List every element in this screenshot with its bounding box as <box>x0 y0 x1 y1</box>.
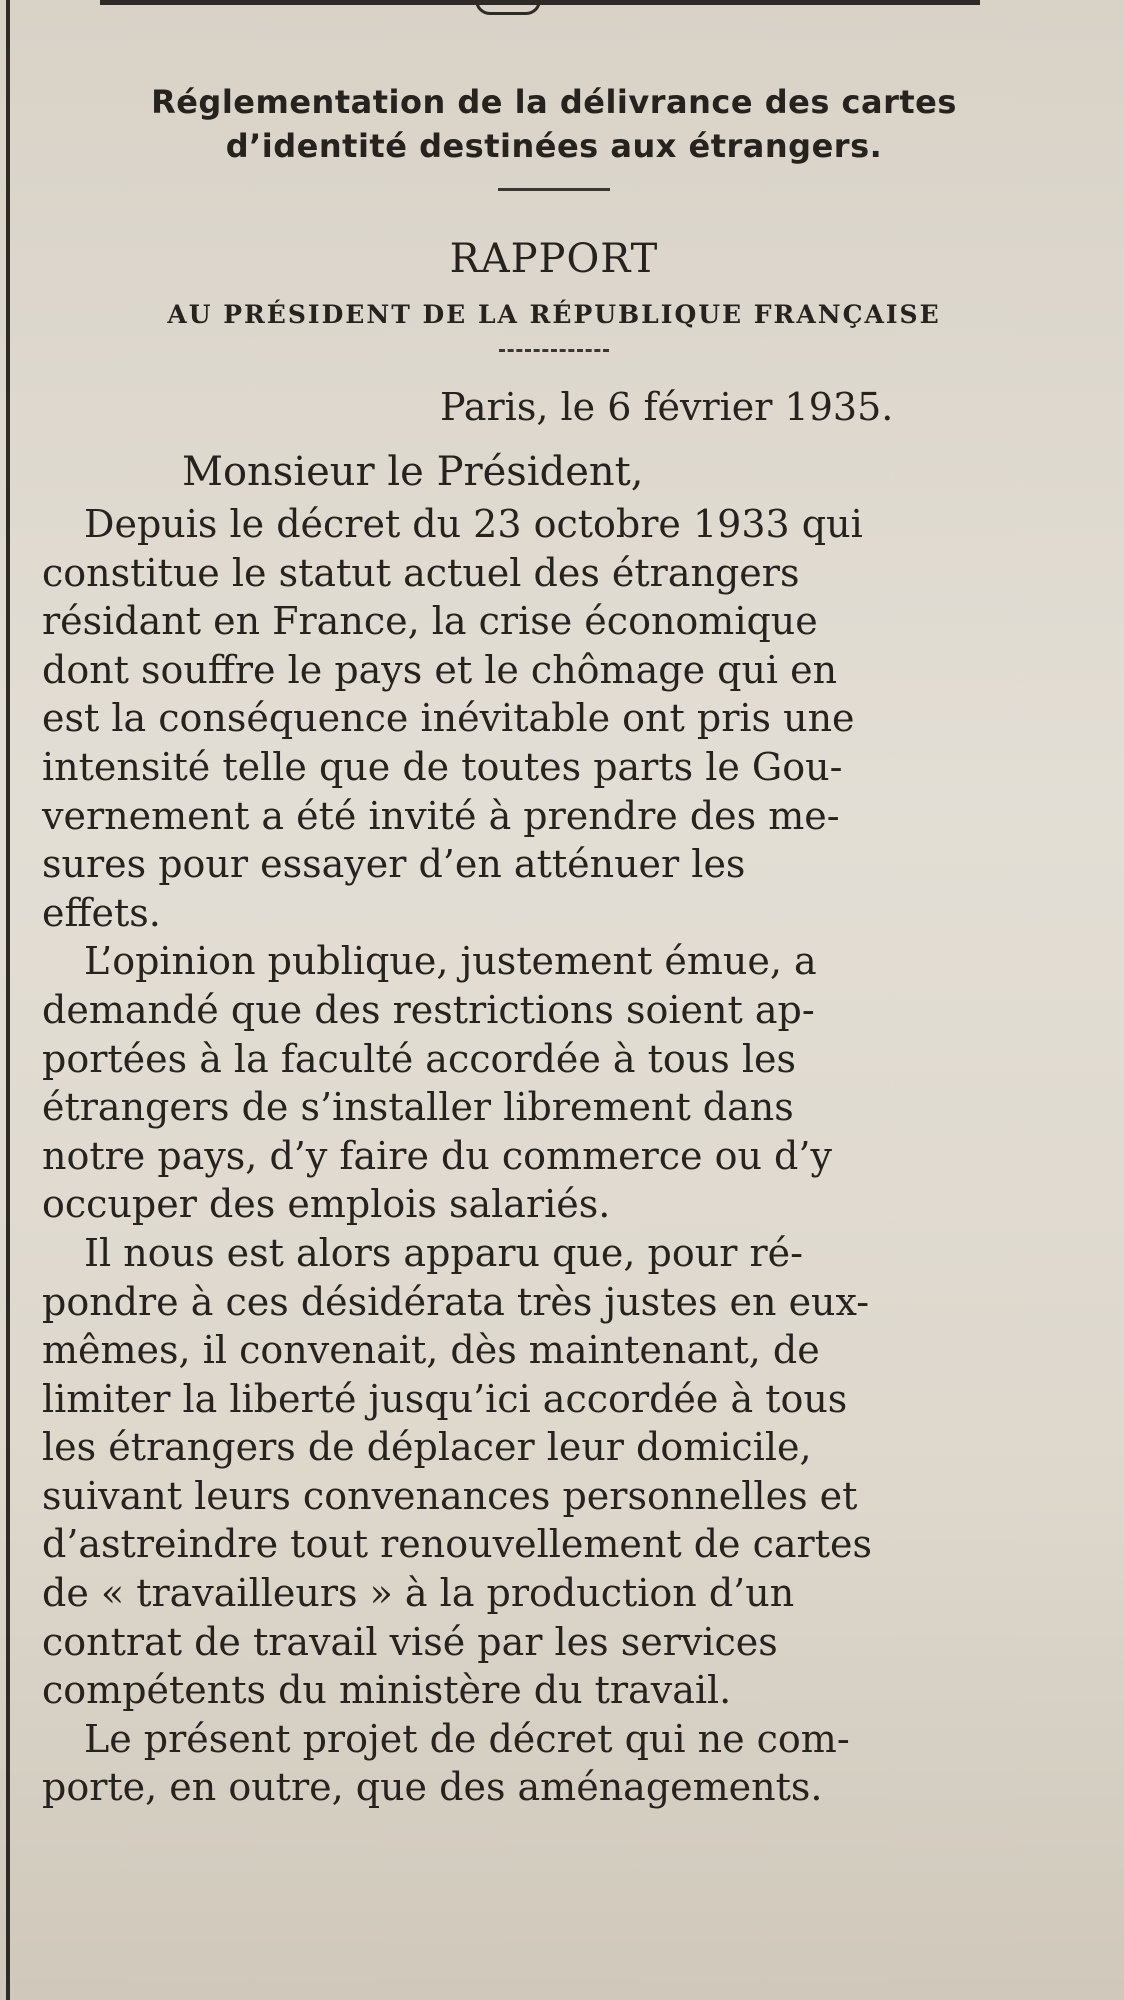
para-line: Il nous est alors apparu que, pour ré- <box>84 1230 803 1275</box>
para-line: mêmes, il convenait, dès maintenant, de <box>42 1328 820 1373</box>
para-line: sures pour essayer d’en atténuer les <box>42 842 746 887</box>
para-line: L’opinion publique, justement émue, a <box>84 939 817 984</box>
para-line: résidant en France, la crise économique <box>42 599 818 644</box>
paragraph-2 <box>42 937 1066 1229</box>
heading-line-1: Réglementation de la délivrance des cartes <box>151 83 957 121</box>
paragraph-1 <box>42 500 1066 937</box>
para-line: vernement a été invité à prendre des me- <box>42 793 840 838</box>
para-line: est la conséquence inévitable ont pris une <box>42 696 855 741</box>
salutation: Monsieur le Président, <box>182 449 644 495</box>
para-line: pondre à ces désidérata très justes en eux- <box>42 1279 870 1324</box>
top-ornament <box>475 0 541 15</box>
para-line: portées à la faculté accordée à tous les <box>42 1036 797 1081</box>
para-line: Depuis le décret du 23 octobre 1933 qui <box>84 502 863 546</box>
para-line: effets. <box>42 890 161 935</box>
dashed-separator <box>499 349 609 352</box>
heading-line-2: d’identité destinées aux étrangers. <box>225 127 883 165</box>
column-rule <box>6 0 10 2000</box>
separator <box>498 188 610 191</box>
para-line: demandé que des restrictions soient ap- <box>42 987 815 1032</box>
para-line: compétents du ministère du travail. <box>42 1668 732 1713</box>
para-line: notre pays, d’y faire du commerce ou d’y <box>42 1133 832 1178</box>
para-line: limiter la liberté jusqu’ici accordée à tous <box>42 1376 848 1421</box>
para-line: constitue le statut actuel des étrangers <box>42 550 800 595</box>
para-line: suivant leurs convenances personnelles et <box>42 1473 858 1518</box>
para-line: contrat de travail visé par les services <box>42 1619 778 1664</box>
article-heading <box>42 80 1066 168</box>
dateline: Paris, le 6 février 1935. <box>440 385 894 429</box>
para-line: occuper des emplois salariés. <box>42 1182 611 1227</box>
paragraph-4 <box>42 1715 1066 1812</box>
para-line: Le présent projet de décret qui ne com- <box>84 1716 850 1761</box>
para-line: porte, en outre, que des aménagements. <box>42 1765 823 1810</box>
para-line: dont souffre le pays et le chômage qui en <box>42 647 838 692</box>
para-line: les étrangers de déplacer leur domicile, <box>42 1425 812 1470</box>
para-line: intensité telle que de toutes parts le Gou- <box>42 744 843 789</box>
addressee: AU PRÉSIDENT DE LA RÉPUBLIQUE FRANÇAISE <box>167 300 941 329</box>
article <box>42 80 1066 1812</box>
paragraph-3 <box>42 1229 1066 1715</box>
para-line: étrangers de s’installer librement dans <box>42 1085 794 1130</box>
para-line: d’astreindre tout renouvellement de cartes <box>42 1522 872 1567</box>
rapport-title: RAPPORT <box>449 236 659 282</box>
para-line: de « travailleurs » à la production d’un <box>42 1571 795 1616</box>
